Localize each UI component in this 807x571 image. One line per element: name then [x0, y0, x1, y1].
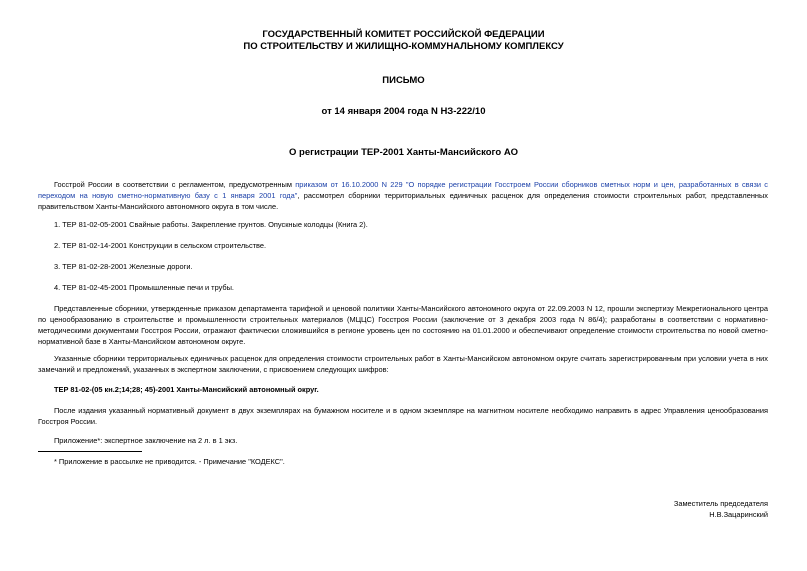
paragraph-intro	[38, 179, 768, 212]
list-item: 1. ТЕР 81-02-05-2001 Свайные работы. Закрепление грунтов. Опускные колодцы (Книга 2).	[54, 220, 368, 229]
list-item: 3. ТЕР 81-02-28-2001 Железные дороги.	[54, 262, 193, 271]
intro-text-before: Госстрой России в соответствии с регламентом, предусмотренным	[54, 180, 296, 189]
signature-position: Заместитель председателя	[673, 499, 768, 508]
org-title-line2: ПО СТРОИТЕЛЬСТВУ И ЖИЛИЩНО-КОММУНАЛЬНОМУ КОМПЛЕКСУ	[243, 41, 564, 52]
paragraph-expertise: Представленные сборники, утвержденные приказом департамента тарифной и ценовой политики Ханты-Мансийского автономного округа от 22.09.2003 N 12, прошли экспертизу Межрегионального центра по ценообразованию в строительстве и промышленности строительных материалов (МЦЦС) Госстроя России (заключение от 3 декабря 2003 года N 86/4); разработаны в соответствии с нормативно-методическими документами Госстроя России, отражают фактически сложившийся в регионе уровень цен по состоянию на 01.01.2000 и обеспечивают определение стоимости строительства по новой сметно-нормативной базе в Ханты-Мансийском автономном округе.	[38, 304, 768, 346]
intro-text-after: , рассмотрел сборники территориальных единичных расценок для определения стоимости строительных работ, представленных правительством Ханты-Мансийского автономного округа в том числе.	[38, 191, 768, 211]
list-item: 4. ТЕР 81-02-45-2001 Промышленные печи и трубы.	[54, 283, 234, 292]
order-link[interactable]: приказом от 16.10.2000 N 229 "О порядке регистрации Госстроем России сборников сметных норм и цен, разработанных в связи с переходом на новую сметно-нормативную базу с 1 января 2001 года"	[38, 180, 768, 200]
paragraph-instructions: После издания указанный нормативный документ в двух экземплярах на бумажном носителе и в одном экземпляре на магнитном носителе необходимо направить в адрес Управления ценообразования Госстроя России.	[38, 406, 768, 426]
code-line: ТЕР 81-02-(05 кн.2;14;28; 45)-2001 Ханты-Мансийский автономный округ.	[54, 385, 319, 394]
signature-name: Н.В.Зацаринский	[709, 510, 768, 519]
footnote-divider	[38, 451, 142, 452]
list-item: 2. ТЕР 81-02-14-2001 Конструкции в сельском строительстве.	[54, 241, 267, 250]
doc-subject: О регистрации ТЕР-2001 Ханты-Мансийского АО	[289, 147, 518, 158]
footnote: * Приложение в рассылке не приводится. - Примечание "КОДЕКС".	[54, 457, 285, 466]
org-title-line1: ГОСУДАРСТВЕННЫЙ КОМИТЕТ РОССИЙСКОЙ ФЕДЕРАЦИИ	[262, 29, 545, 40]
doc-date: от 14 января 2004 года N НЗ-222/10	[321, 106, 486, 117]
attachment-line: Приложение*: экспертное заключение на 2 л. в 1 экз.	[54, 436, 238, 445]
doc-type: ПИСЬМО	[382, 75, 425, 86]
paragraph-registration: Указанные сборники территориальных единичных расценок для определения стоимости строительных работ в Ханты-Мансийском автономном округе считать зарегистрированным при условии учета в них замечаний и предложений, указанных в экспертном заключении, с присвоением следующих шифров:	[38, 354, 768, 374]
